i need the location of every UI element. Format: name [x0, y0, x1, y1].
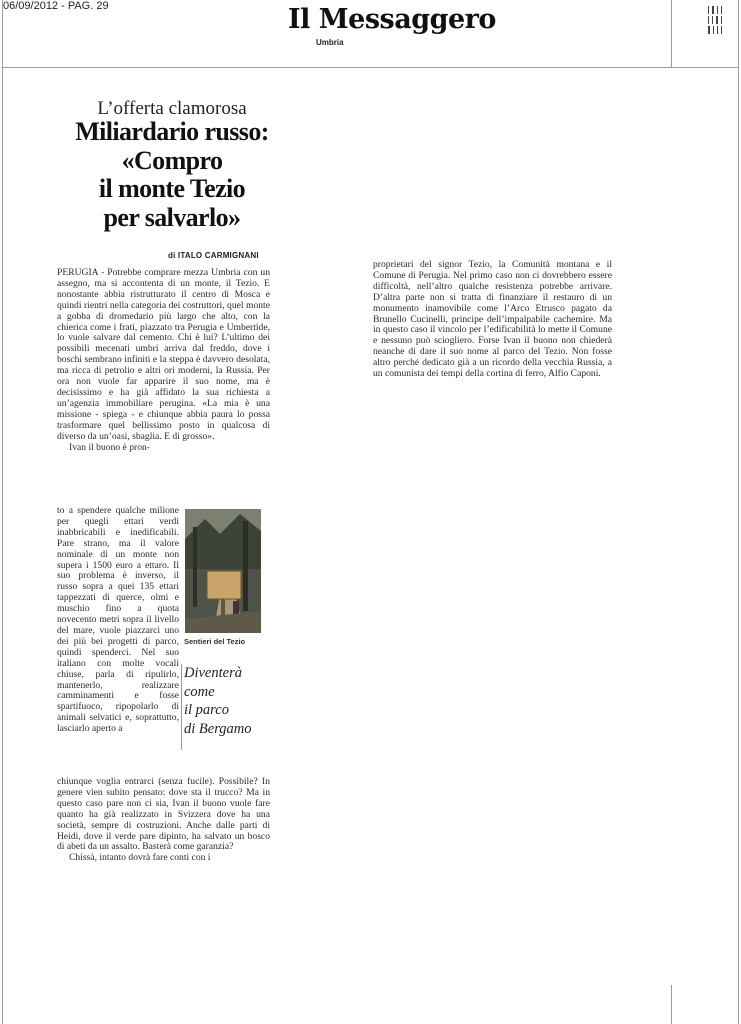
pull-quote-line: Diventerà — [184, 665, 242, 681]
header-divider — [671, 0, 672, 68]
footer-divider — [671, 985, 672, 1024]
page-border-left — [2, 0, 3, 1024]
pull-quote — [184, 664, 274, 738]
headline-line: «Compro — [121, 145, 223, 175]
paragraph: chiunque voglia entrarci (senza fucile). Possibile? In genere vien subito pensato: dove sta il trucco? Ma in questo caso pare non ci sia, Ivan il buono vuole fare quanto ha già realizzato in Svizzera dove ha una società, sempre di costruzioni. Anche dalle parti di Heidi, dove il verde pare dipinto, ha salvato un bosco di abeti da un assalto. Basterà come garanzia? — [57, 776, 270, 853]
article-column-left — [57, 268, 270, 453]
headline-line: Miliardario russo: — [75, 117, 269, 146]
article-column-narrow — [57, 506, 179, 735]
header-rule — [2, 67, 739, 68]
pull-quote-line: come — [184, 683, 215, 700]
edition-label: Umbria — [316, 38, 344, 47]
photo-caption: Sentieri del Tezio — [184, 637, 246, 646]
trail-photo — [185, 509, 261, 633]
barcode-icon — [708, 6, 730, 36]
date-page-label: 06/09/2012 - PAG. 29 — [3, 0, 109, 12]
paragraph: PERUGIA - Potrebbe comprare mezza Umbria con un assegno, ma si accontenta di un monte, il Tezio. E nonostante abbia ristrutturato il centro di Mosca e quindi rientri nella categoria dei costruttori, quel monte a gobba di dromedario più largo che alto, con la chierica come i frati, piazzato tra Perugia e Umbertide, lo vuole salvare dal cemento. Chi è lui? L’ultimo dei possibili mecenati umbri arriva dal freddo, dove i boschi sembrano infiniti e la steppa è davvero desolata, ma ricca di petrolio e altri ori moderni, la Russia. Per ora non vuole far apparire il suo nome, ma è decisissimo e ha già affidato la sua richiesta a un’agenzia immobiliare perugina. «La mia è una missione - spiega - e chiunque abbia paura lo possa trasformare quel bellissimo posto in qualcosa di diverso da un’oasi, sbaglia. E di grosso». — [57, 267, 270, 442]
byline: di ITALO CARMIGNANI — [168, 251, 259, 260]
paragraph: proprietari del signor Tezio, la Comunità montana e il Comune di Perugia. Nel primo caso non ci dovrebbero essere difficoltà, nell’altro qualche resistenza potrebbe arrivare. D’altra parte non si tratta di finanziare il restauro di un monumento inamovibile come l’Arco Etrusco pagato da Brunello Cucinelli, principe dell’impalpabile cachemire. Ma in questo caso il vincolo per l’edificabilità lo mette il Comune e nessuno può sciogliero. Forse Ivan il buono non chiederà neanche di dare il suo nome al parco del Tezio. Non fosse altro perché dedicato già a un ricordo della vecchia Russia, a un comunista dei tempi della cortina di ferro, Alfio Caponi. — [373, 259, 612, 380]
pull-quote-line: di Bergamo — [184, 720, 252, 737]
page-border-right — [738, 0, 739, 1024]
article-column-bottom — [57, 777, 270, 864]
forest-trail-image — [185, 509, 261, 633]
article-kicker: L’offerta clamorosa — [97, 98, 247, 119]
headline-line: per salvarlo» — [103, 202, 241, 232]
paragraph: to a spendere qualche milione per quegli ettari verdi inabbricabili e inedificabili. Pare strano, ma il valore nominale di un monte non supera i 1500 euro a ettaro. Il suo problema è inverso, il russo sopra a quei 135 ettari tappezzati di querce, olmi e muschio fino a quota novecento metri sopra il livello del mare, vuole piazzarci uno dei più bei progetti di parco, quindi spenderci. Nel suo italiano con molte vocali chiuse, parla di ripulirlo, mantenerlo, realizzare camminamenti e fosse spartifuoco, ripopolarlo di animali selvatici e, soprattutto, lasciarlo aperto a — [57, 505, 179, 735]
paragraph: Chissà, intanto dovrà fare conti con i — [69, 852, 211, 864]
newspaper-masthead-logo: Il Messaggero — [288, 4, 496, 35]
pull-quote-line: il parco — [184, 702, 229, 718]
headline-line: il monte Tezio — [98, 174, 246, 203]
article-column-right — [373, 260, 612, 380]
paragraph: Ivan il buono è pron- — [69, 441, 150, 453]
article-headline — [52, 118, 292, 232]
pull-quote-rule — [181, 664, 182, 750]
